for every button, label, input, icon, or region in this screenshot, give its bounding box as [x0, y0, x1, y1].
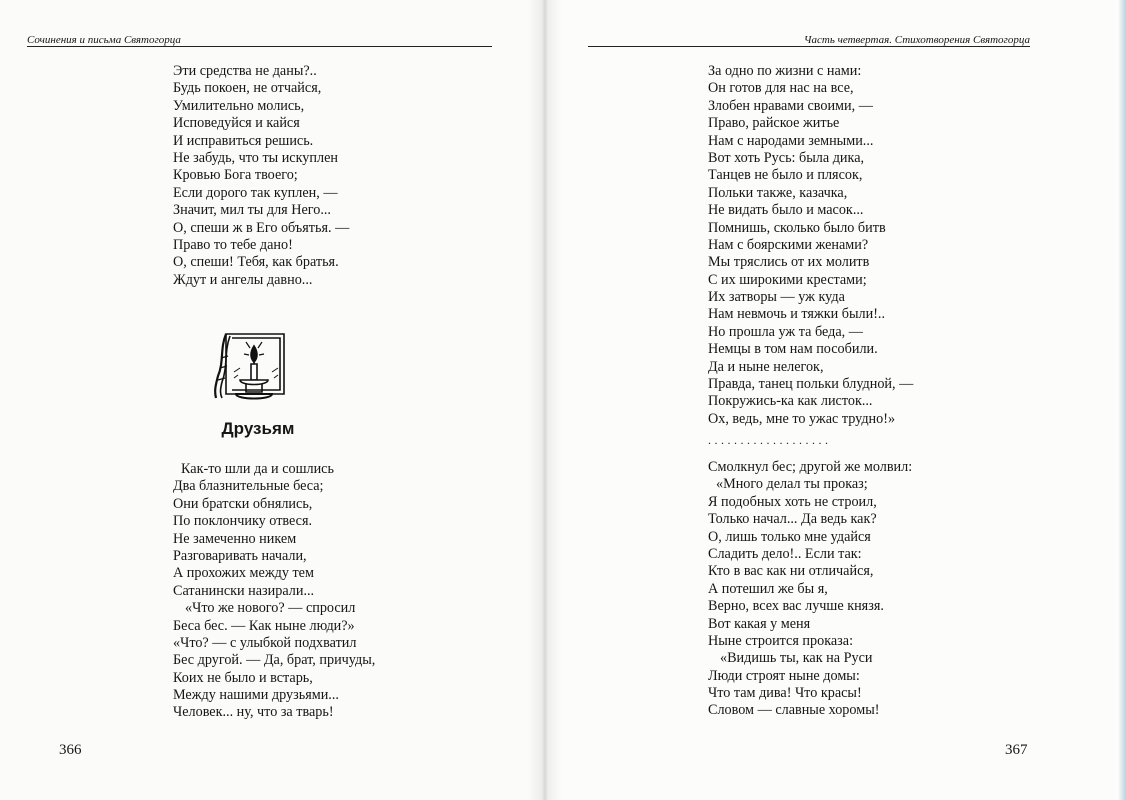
verse-line: «Что? — с улыбкой подхватил	[173, 634, 357, 651]
verse-line: Их затворы — уж куда	[708, 289, 845, 306]
verse-line: Ждут и ангелы давно...	[173, 271, 313, 288]
verse-line: Танцев не было и плясок,	[708, 167, 863, 184]
verse-line: А потешил же бы я,	[708, 580, 828, 597]
verse-line: Будь покоен, не отчайся,	[173, 80, 322, 97]
verse-line: Что там дива! Что красы!	[708, 685, 862, 702]
verse-line: Не видать было и масок...	[708, 202, 864, 219]
verse-separator: ...................	[708, 433, 832, 447]
verse-line: Я подобных хоть не строил,	[708, 493, 877, 510]
verse-line: Только начал... Да ведь как?	[708, 511, 877, 528]
verse-line: Верно, всех вас лучше князя.	[708, 598, 884, 615]
verse-line: О, спеши ж в Его объятья. —	[173, 219, 350, 236]
verse-line: Эти средства не даны?..	[173, 63, 317, 79]
verse-line: Да и ныне нелегок,	[708, 358, 824, 375]
verse-line: Нам с народами земными...	[708, 132, 874, 149]
verse-line: Как-то шли да и сошлись	[181, 461, 334, 477]
verse-line: Бес другой. — Да, брат, причуды,	[173, 652, 376, 669]
verse-line: Значит, мил ты для Него...	[173, 202, 331, 219]
page-edge	[1118, 0, 1126, 800]
left-page-number: 366	[59, 742, 82, 758]
verse-line: Они братски обнялись,	[173, 495, 313, 512]
verse-line: Два блазнительные беса;	[173, 478, 324, 495]
right-verse-top	[708, 63, 913, 428]
verse-line: А прохожих между тем	[173, 565, 314, 582]
verse-line: Нам невмочь и тяжки были!..	[708, 306, 886, 323]
verse-line: С их широкими крестами;	[708, 271, 867, 288]
verse-line: «Много делал ты проказ;	[716, 476, 868, 493]
right-verse-bottom	[708, 459, 912, 720]
left-verse-bottom	[173, 461, 375, 722]
verse-line: Словом — славные хоромы!	[708, 702, 880, 719]
verse-line: Нам с боярскими женами?	[708, 236, 869, 253]
verse-line: О, лишь только мне удайся	[708, 528, 871, 545]
verse-line: Помнишь, сколько было битв	[708, 219, 886, 236]
verse-line: «Видишь ты, как на Руси	[720, 650, 873, 667]
verse-line: И исправиться решись.	[173, 132, 314, 149]
verse-line: Кровью Бога твоего;	[173, 167, 298, 184]
verse-line: Сатанински назирали...	[173, 582, 315, 599]
verse-line: Не забудь, что ты искуплен	[173, 149, 338, 166]
verse-line: Кто в вас как ни отличайся,	[708, 563, 874, 580]
verse-line: Вот хоть Русь: была дика,	[708, 149, 865, 166]
verse-line: По поклончику отвеся.	[173, 513, 313, 530]
verse-line: Злобен нравами своими, —	[708, 97, 873, 114]
verse-line: Коих не было и встарь,	[173, 669, 313, 686]
verse-line: Беса бес. — Как ныне люди?»	[173, 617, 355, 634]
left-header-rule	[27, 46, 492, 47]
verse-line: Сладить дело!.. Если так:	[708, 545, 862, 562]
verse-line: За одно по жизни с нами:	[708, 63, 862, 79]
verse-line: Если дорого так куплен, —	[173, 184, 338, 201]
verse-line: «Что же нового? — спросил	[185, 600, 356, 617]
verse-line: Он готов для нас на все,	[708, 80, 854, 97]
candle-vignette-icon	[210, 328, 288, 408]
verse-line: О, спеши! Тебя, как братья.	[173, 254, 339, 271]
verse-line: Исповедуйся и кайся	[173, 115, 300, 132]
verse-line: Не замеченно никем	[173, 530, 297, 547]
verse-line: Человек... ну, что за тварь!	[173, 704, 334, 721]
verse-line: Правда, танец польки блудной, —	[708, 376, 914, 393]
right-running-head: Часть четвертая. Стихотворения Святогорца	[803, 34, 1030, 46]
poem-title: Друзьям	[221, 419, 295, 438]
verse-line: Ныне строится проказа:	[708, 632, 854, 649]
verse-line: Ох, ведь, мне то ужас трудно!»	[708, 410, 896, 427]
verse-line: Польки также, казачка,	[708, 184, 848, 201]
book-gutter	[528, 0, 562, 800]
verse-line: Вот какая у меня	[708, 615, 811, 632]
verse-line: Мы тряслись от их молитв	[708, 254, 870, 271]
verse-line: Но прошла уж та беда, —	[708, 323, 863, 340]
left-verse-top	[173, 63, 349, 289]
verse-line: Люди строят ныне домы:	[708, 667, 860, 684]
verse-line: Покружись-ка как листок...	[708, 393, 873, 410]
verse-line: Смолкнул бес; другой же молвил:	[708, 459, 913, 475]
verse-line: Между нашими друзьями...	[173, 687, 339, 704]
verse-line: Разговаривать начали,	[173, 547, 307, 564]
verse-line: Умилительно молись,	[173, 97, 305, 114]
right-header-rule	[588, 46, 1030, 47]
verse-line: Немцы в том нам пособили.	[708, 341, 878, 358]
left-running-head: Сочинения и письма Святогорца	[27, 34, 181, 46]
right-page-number: 367	[1005, 742, 1028, 758]
verse-line: Право то тебе дано!	[173, 236, 293, 253]
verse-line: Право, райское житье	[708, 115, 840, 132]
